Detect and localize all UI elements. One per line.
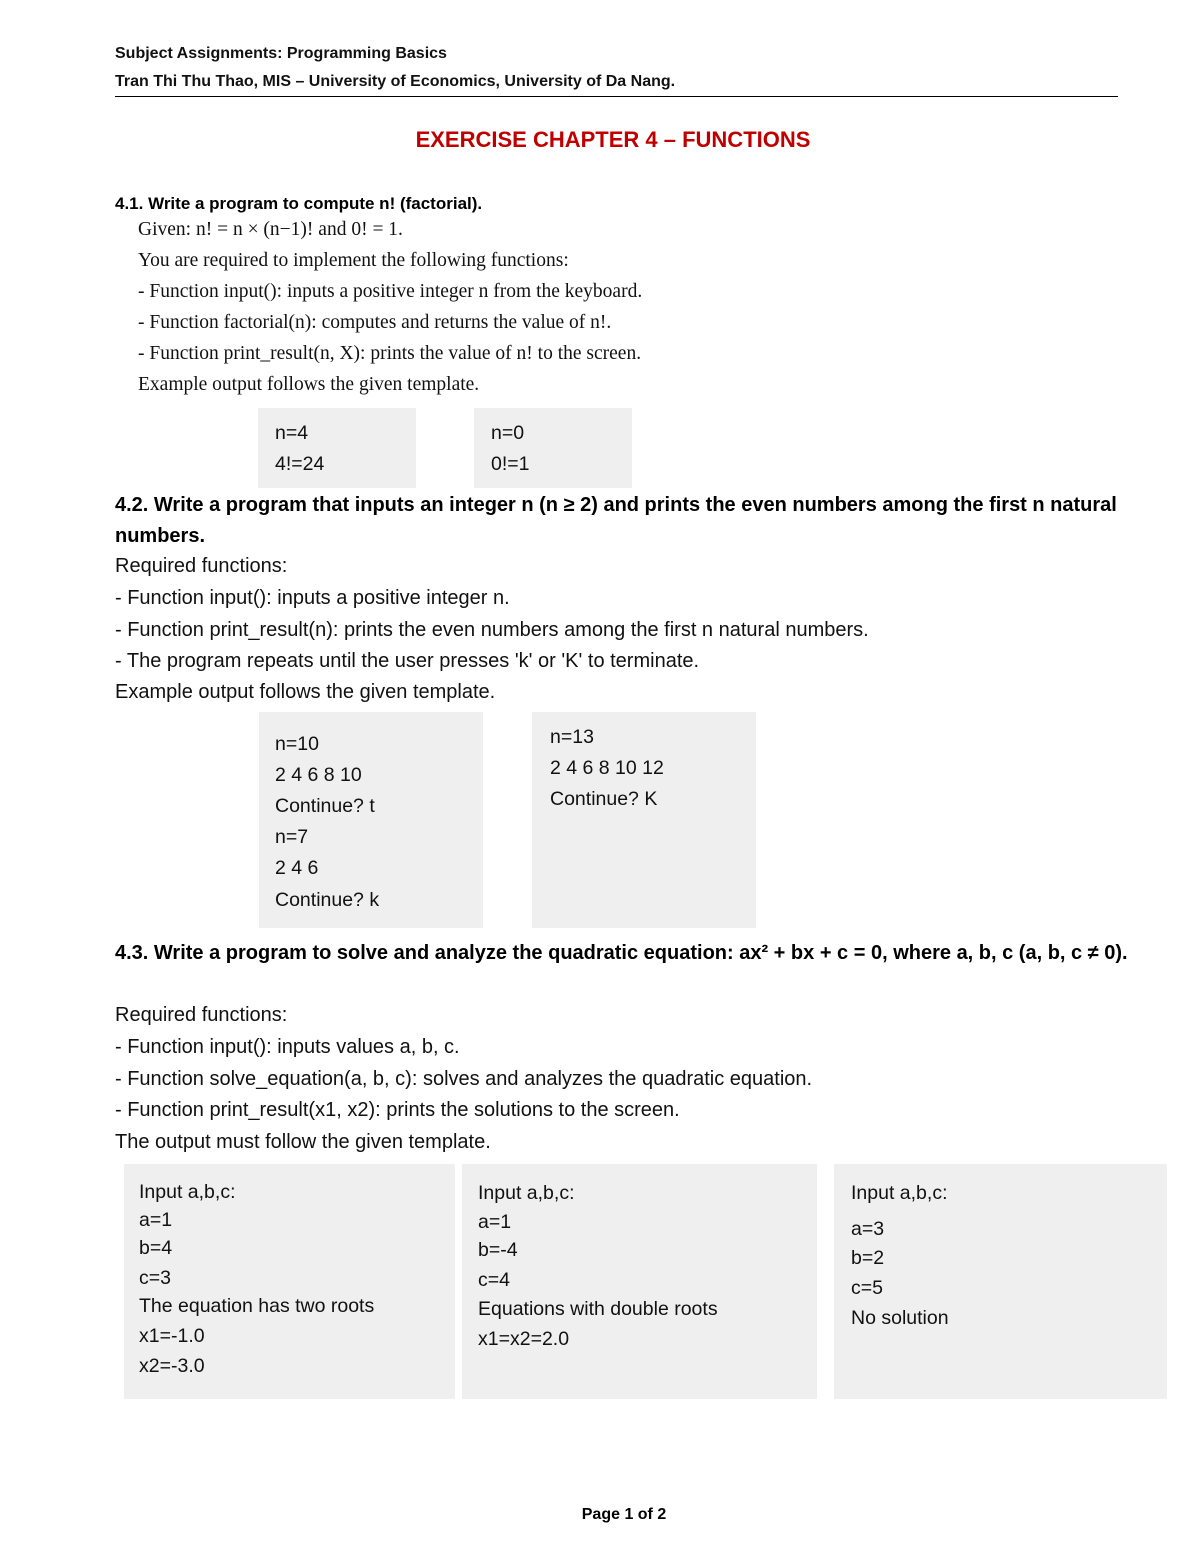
example-line: Input a,b,c: [139, 1181, 236, 1203]
header-divider [115, 96, 1118, 97]
example-line: Input a,b,c: [478, 1182, 575, 1204]
exercise-4-3-heading: 4.3. Write a program to solve and analyze the quadratic equation: ax² + bx + c = 0, where a, b, c (a, b, c ≠ 0). [115, 942, 1128, 964]
example-line: 2 4 6 8 10 [275, 764, 362, 786]
example-line: x1=-1.0 [139, 1325, 205, 1347]
example-line: c=4 [478, 1269, 510, 1291]
exercise-4-2-line: Required functions: [115, 555, 288, 577]
exercise-4-1-line: - Function print_result(n, X): prints the value of n! to the screen. [138, 343, 642, 364]
example-line: a=1 [478, 1211, 512, 1233]
exercise-4-3-line: - Function solve_equation(a, b, c): solves and analyzes the quadratic equation. [115, 1068, 813, 1090]
exercise-4-3-line: - Function input(): inputs values a, b, c. [115, 1036, 460, 1058]
example-line: Continue? t [275, 795, 375, 817]
example-line: 4!=24 [275, 453, 325, 475]
page-number: Page 1 of 2 [581, 1506, 667, 1523]
example-box-4-1-b [474, 408, 632, 488]
exercise-4-1-line: You are required to implement the following functions: [138, 250, 569, 271]
page-title: EXERCISE CHAPTER 4 – FUNCTIONS [415, 127, 811, 152]
example-line: Continue? k [275, 889, 380, 911]
example-line: Input a,b,c: [851, 1182, 948, 1204]
exercise-4-2-heading: 4.2. Write a program that inputs an integer n (n ≥ 2) and prints the even numbers among the first n natural numbers. [115, 494, 1117, 547]
example-box-4-1-a [258, 408, 416, 488]
exercise-4-1-line: - Function input(): inputs a positive integer n from the keyboard. [138, 281, 643, 302]
example-line: x2=-3.0 [139, 1355, 205, 1377]
exercise-4-1-line: - Function factorial(n): computes and returns the value of n!. [138, 312, 612, 333]
exercise-4-2-line: - The program repeats until the user presses 'k' or 'K' to terminate. [115, 650, 700, 672]
example-line: n=4 [275, 422, 309, 444]
example-box-4-3-b [462, 1164, 817, 1399]
example-line: 2 4 6 8 10 12 [550, 757, 664, 779]
example-line: b=4 [139, 1237, 173, 1259]
exercise-4-1-line: Given: n! = n × (n−1)! and 0! = 1. [138, 219, 403, 240]
example-line: The equation has two roots [139, 1295, 375, 1317]
example-box-4-3-c [834, 1164, 1167, 1399]
example-line: a=3 [851, 1218, 885, 1240]
exercise-4-2-line: Example output follows the given template. [115, 681, 496, 703]
example-line: 0!=1 [491, 453, 530, 475]
example-line: c=3 [139, 1267, 171, 1289]
example-line: b=-4 [478, 1239, 518, 1261]
exercise-4-3-line: - Function print_result(x1, x2): prints the solutions to the screen. [115, 1099, 680, 1121]
example-box-4-3-a [124, 1164, 455, 1399]
example-line: n=10 [275, 733, 319, 755]
example-line: No solution [851, 1307, 949, 1329]
header-subject: Subject Assignments: Programming Basics [115, 45, 447, 62]
example-box-4-2-a [259, 712, 483, 928]
exercise-4-3-line: Required functions: [115, 1004, 288, 1026]
header-author: Tran Thi Thu Thao, MIS – University of Economics, University of Da Nang. [115, 73, 676, 90]
example-line: b=2 [851, 1247, 885, 1269]
exercise-4-1-heading: 4.1. Write a program to compute n! (factorial). [115, 194, 483, 213]
example-box-4-2-b [532, 712, 756, 928]
exercise-4-3-line: The output must follow the given template. [115, 1131, 491, 1153]
example-line: x1=x2=2.0 [478, 1328, 570, 1350]
exercise-4-2-line: - Function print_result(n): prints the even numbers among the first n natural numbers. [115, 619, 869, 641]
example-line: n=13 [550, 726, 594, 748]
example-line: n=0 [491, 422, 525, 444]
example-line: c=5 [851, 1277, 883, 1299]
example-line: Equations with double roots [478, 1298, 718, 1320]
example-line: Continue? K [550, 788, 658, 810]
example-line: a=1 [139, 1209, 173, 1231]
exercise-4-2-line: - Function input(): inputs a positive integer n. [115, 587, 510, 609]
exercise-4-1-line: Example output follows the given template. [138, 374, 480, 395]
example-line: n=7 [275, 826, 309, 848]
example-line: 2 4 6 [275, 857, 319, 879]
